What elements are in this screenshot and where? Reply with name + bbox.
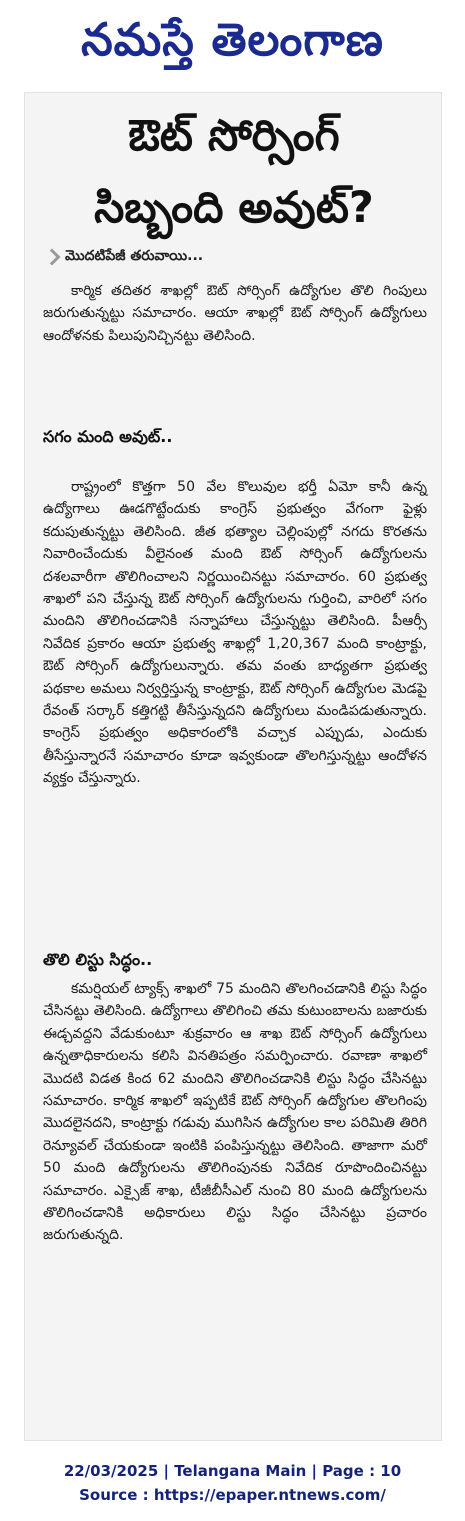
article-clipping — [24, 92, 442, 1441]
chevron-right-icon — [45, 248, 59, 266]
edition-info: 22/03/2025 | Telangana Main | Page : 10 — [63, 1462, 402, 1480]
headline-line-1: ఔట్ సోర్సింగ్ — [128, 111, 340, 161]
article-paragraph-1: కార్మిక తదితర శాఖల్లో ఔట్ సోర్సింగ్ ఉద్యోగుల తొలి గింపులు జరుగుతున్నట్టు సమాచారం. ఆయా శాఖల్లో ఔట్ సోర్సింగ్ ఉద్యోగులు ఆందోళనకు పిలుపునిచ్చినట్టు తెలిసింది. — [43, 283, 427, 344]
masthead — [0, 0, 465, 78]
continued-marker — [45, 245, 203, 269]
article-paragraph-3: కమర్షియల్ ట్యాక్స్ శాఖలో 75 మందిని తొలగించడానికి లిస్టు సిద్ధం చేసినట్టు తెలిసింది. ఉద్యోగాలు తొలిగించి తమ కుటుంబాలను బజారుకు ఈడ్చవద్దని వేడుకుంటూ శుక్రవారం ఆ శాఖ ఔట్ సోర్సింగ్ ఉద్యోగులు ఉన్నతాధికారులను కలిసి వినతిపత్రం సమర్పించారు. రవాణా శాఖలో మొదటి విడత కింద 62 మందిని తొలిగించడానికి లిస్టు సిద్ధం చేసినట్టు సమాచారం. కార్మిక శాఖలో ఇప్పటికే ఔట్ సోర్సింగ్ ఉద్యోగుల తొలగింపు మొదలైనదని, కాంట్రాక్టు గడువు ముగిసిన ఉద్యోగుల కాల పరిమితి తిరిగి రెన్యూవల్ చేయకుండా ఇంటికి పంపిస్తున్నట్టు తెలిసింది. తాజాగా మరో 50 మంది ఉద్యోగులను తొలిగింపునకు నివేదిక రూపొందించినట్టు సమాచారం. ఎక్సైజ్ శాఖ, టీజీబీసీఎల్ నుంచి 80 మంది ఉద్యోగులను తొలిగించడానికి అధికారులు లిస్టు సిద్ధం చేసినట్టు ప్రచారం జరుగుతున్నది. — [43, 981, 427, 1244]
subheading-1: సగం మంది అవుట్.. — [43, 427, 173, 446]
continued-label: మొదటిపేజీ తరువాయి... — [65, 247, 204, 264]
headline-line-2: సిబ్బంది అవుట్? — [94, 183, 374, 233]
newspaper-logo: నమస్తే తెలంగాణ — [81, 12, 384, 66]
article-paragraph-2: రాష్ట్రంలో కొత్తగా 50 వేల కొలువుల భర్తీ ఏమో కానీ ఉన్న ఉద్యోగాలు ఊడగొట్టేందుకు కాంగ్రెస్ ప్రభుత్వం వేగంగా ఫైళ్లు కదుపుతున్నట్టు తెలిసింది. జీత భత్యాల చెల్లింపుల్లో నగదు కొరతను నివారించేందుకు వీలైనంత మంది ఔట్ సోర్సింగ్ ఉద్యోగులను దశలవారీగా తొలిగించాలని నిర్ణయించినట్టు సమాచారం. 60 ప్రభుత్వ శాఖలో పని చేస్తున్న ఔట్ సోర్సింగ్ ఉద్యోగులను గుర్తించి, వారిలో సగం మందిని తొలిగించడానికి సన్నాహాలు చేస్తున్నట్టు తెలిసింది. పీఆర్సీ నివేదిక ప్రకారం ఆయా ప్రభుత్వ శాఖల్లో 1,20,367 మంది కాంట్రాక్టు, ఔట్ సోర్సింగ్ ఉద్యోగులున్నారు. తమ వంతు బాధ్యతగా ప్రభుత్వ పథకాల అమలు నిర్వర్తిస్తున్న కాంట్రాక్టు, ఔట్ సోర్సింగ్ ఉద్యోగుల మెడపై రేవంత్ సర్కార్ కత్తిగట్టి తీసేస్తున్నదని ఉద్యోగులు మండిపడుతున్నారు. కాంగ్రెస్ ప్రభుత్వం అధికారంలోకి వచ్చాక ఎప్పుడు, ఎందుకు తీసేస్తున్నారనే సమాచారం కూడా ఇవ్వకుండా తొలగిస్తున్నట్టు ఆందోళన వ్యక్తం చేస్తున్నారు. — [43, 479, 427, 787]
subheading-2: తొలి లిస్టు సిద్ధం.. — [43, 950, 153, 969]
source-link[interactable]: Source : https://epaper.ntnews.com/ — [79, 1486, 386, 1504]
